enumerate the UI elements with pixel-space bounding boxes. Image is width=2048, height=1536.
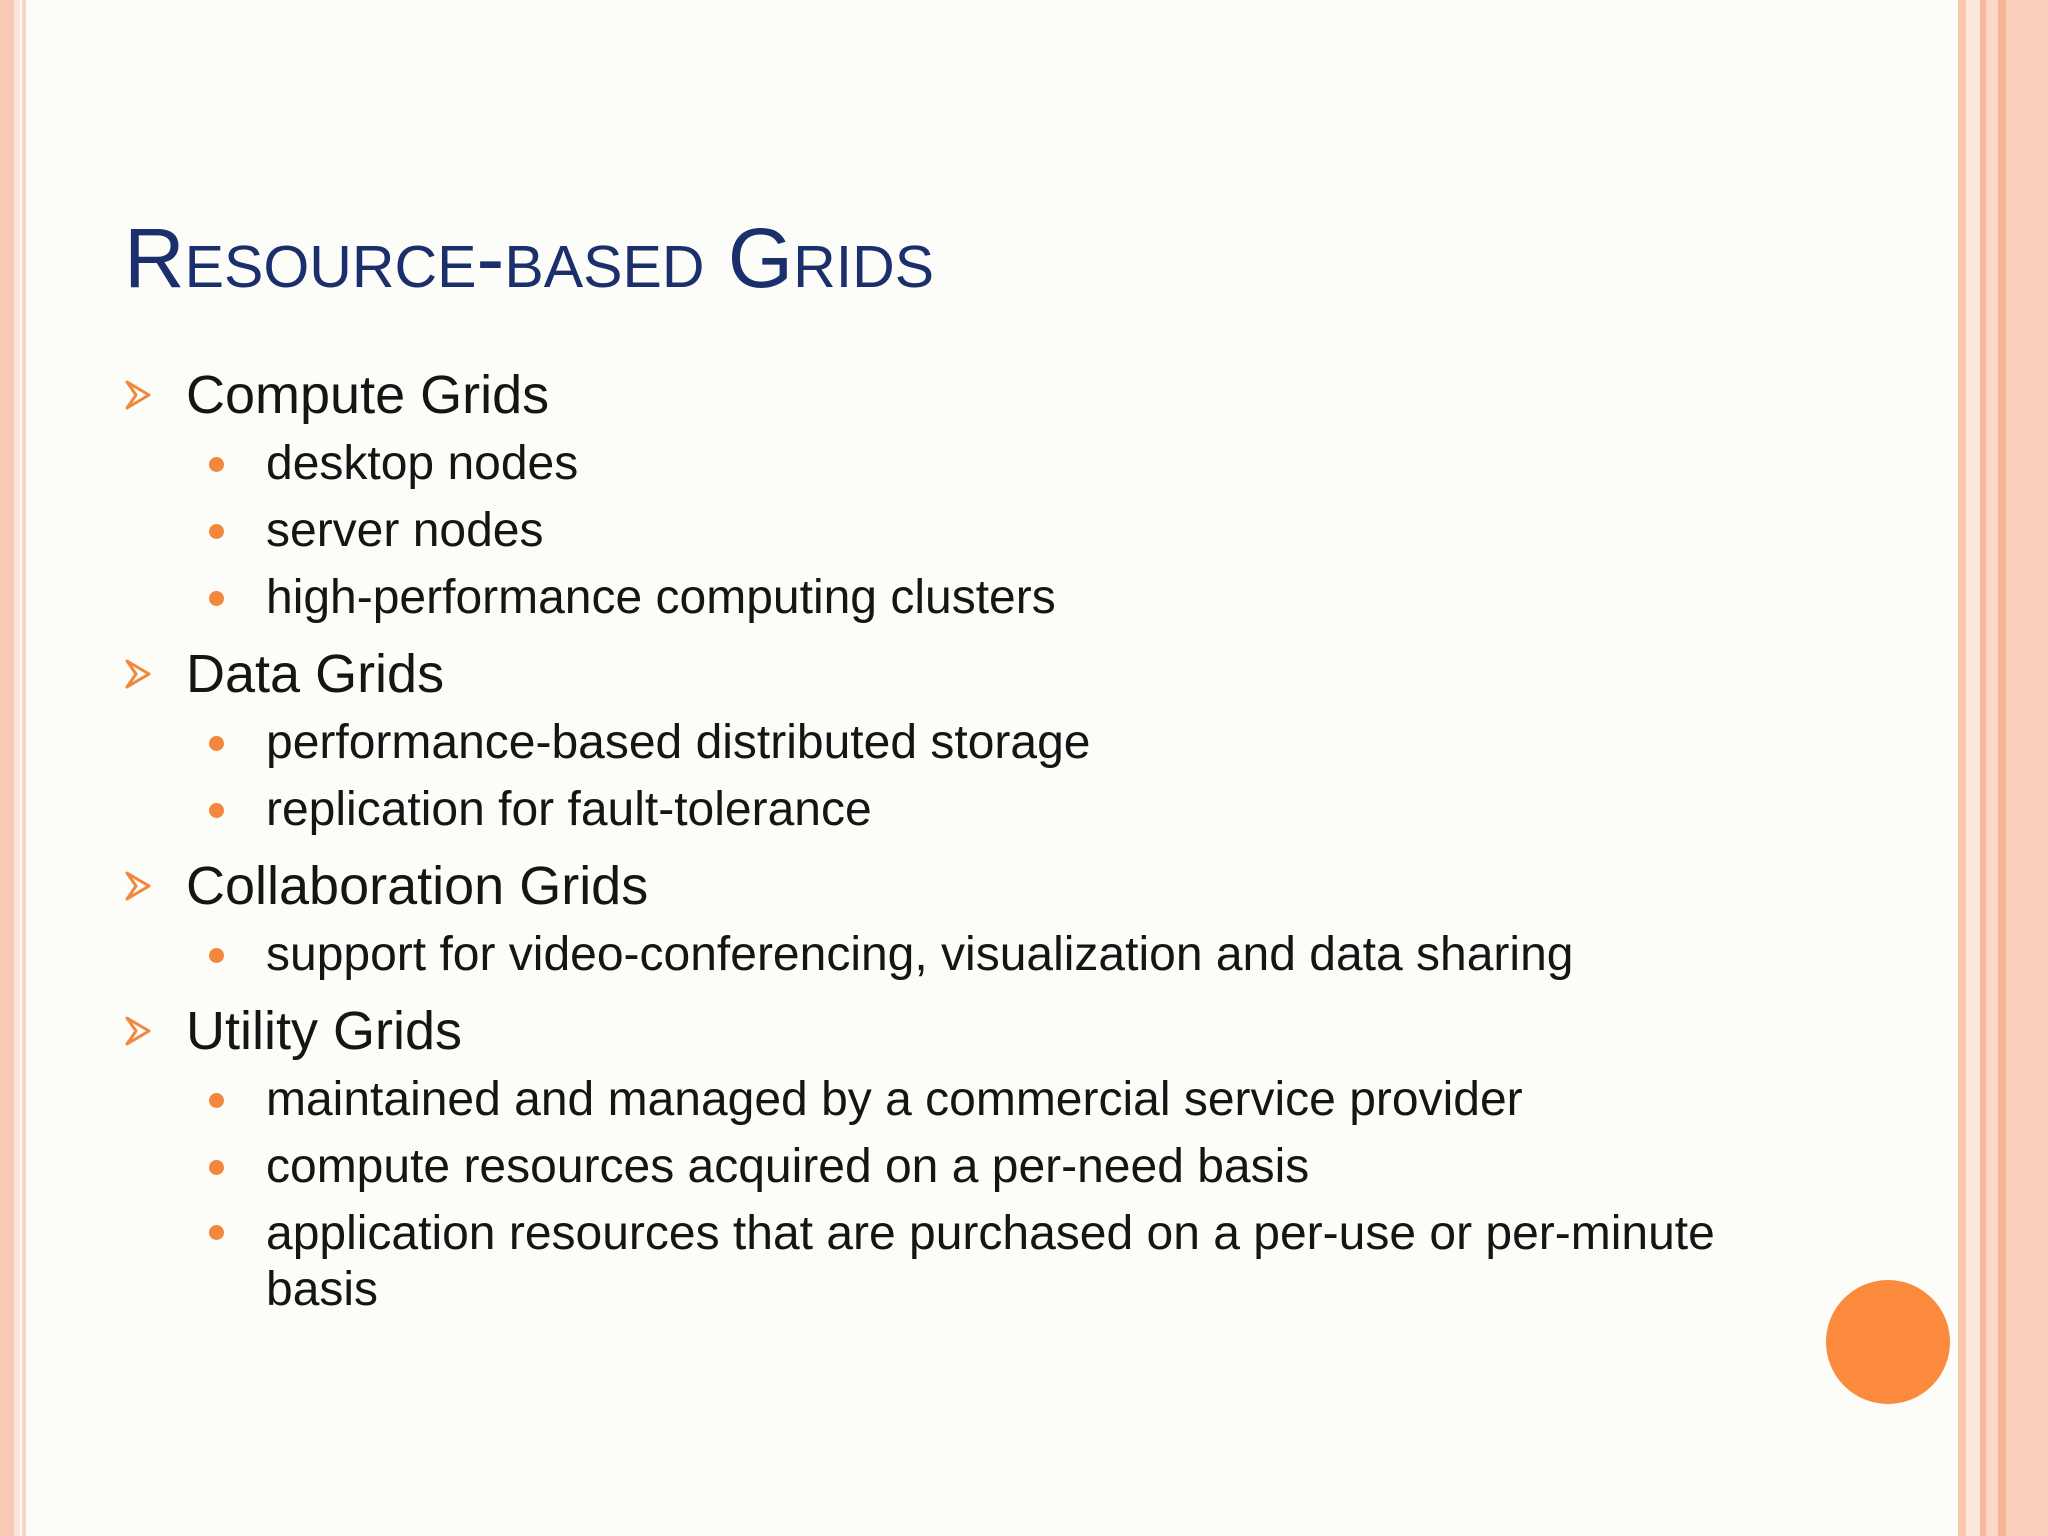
item-label: support for video-conferencing, visualization and data sharing [266,928,1574,981]
list-item [124,1200,1786,1318]
left-border-stripe [0,0,14,1536]
item-label: high-performance computing clusters [266,571,1056,624]
bullet-dot-icon [209,457,224,472]
heading-label: Utility Grids [186,1001,463,1061]
right-border-stripe [1986,0,1998,1536]
list-item [124,1066,1724,1133]
list-item-heading [124,360,1724,430]
arrow-bullet-icon [124,657,152,691]
bullet-dot-icon [209,591,224,606]
bullet-dot-icon [209,1160,224,1175]
list-item-heading [124,639,1724,709]
decorative-circle [1826,1280,1950,1404]
left-border-stripe [14,0,20,1536]
left-border-stripe [22,0,26,1536]
right-border-stripe [1966,0,1980,1536]
list-item-heading [124,996,1724,1066]
list-item [124,709,1724,776]
item-label: compute resources acquired on a per-need basis [266,1140,1310,1193]
item-label: desktop nodes [266,437,579,490]
right-border-stripe [1998,0,2006,1536]
list-item [124,1133,1724,1200]
slide-title: Resource-based Grids [124,211,935,305]
item-label: application resources that are purchased on a per-use or per-minute basis [266,1207,1715,1316]
bullet-dot-icon [209,803,224,818]
item-label: replication for fault-tolerance [266,783,872,836]
heading-label: Compute Grids [186,365,550,425]
list-item [124,776,1724,843]
arrow-bullet-icon [124,378,152,412]
list-item [124,430,1724,497]
arrow-bullet-icon [124,1014,152,1048]
bullet-dot-icon [209,948,224,963]
item-label: maintained and managed by a commercial service provider [266,1073,1523,1126]
bullet-list [124,360,1724,1318]
arrow-bullet-icon [124,869,152,903]
bullet-dot-icon [209,524,224,539]
bullet-dot-icon [209,1093,224,1108]
right-border-stripe [1958,0,1966,1536]
heading-label: Collaboration Grids [186,856,649,916]
heading-label: Data Grids [186,644,445,704]
list-item-heading [124,851,1724,921]
bullet-dot-icon [209,1225,224,1240]
list-item [124,497,1724,564]
list-item [124,921,1724,988]
bullet-dot-icon [209,736,224,751]
list-item [124,564,1724,631]
item-label: server nodes [266,504,544,557]
right-border-stripe [2006,0,2048,1536]
item-label: performance-based distributed storage [266,716,1091,769]
